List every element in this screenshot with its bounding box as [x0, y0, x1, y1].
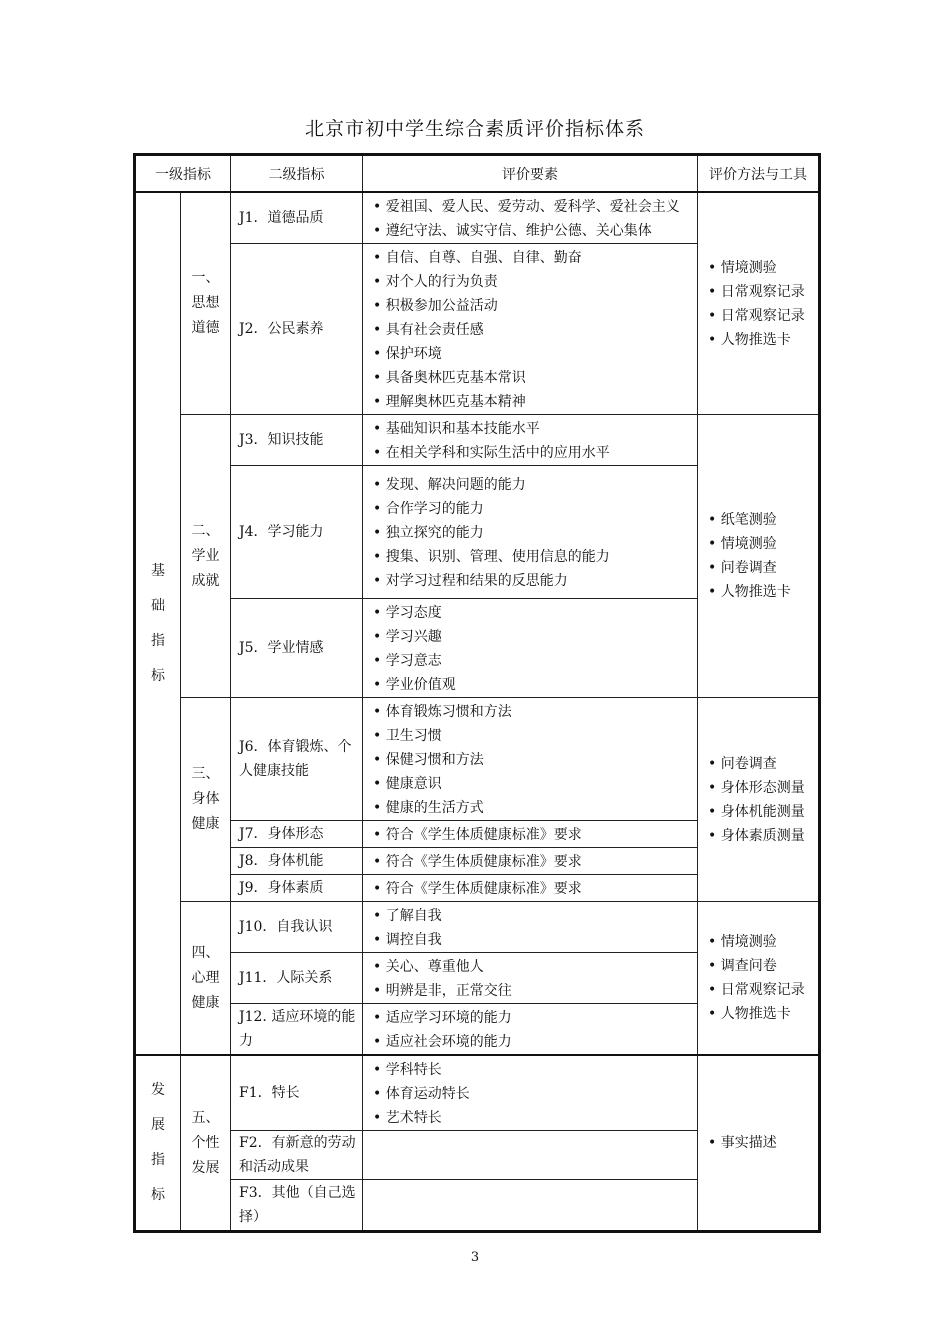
list-item: • 积极参加公益活动 [373, 294, 697, 318]
list-item: • 学业价值观 [373, 673, 697, 697]
methods-4 [698, 902, 820, 1056]
elements-J1 [363, 192, 698, 244]
dimension-4 [181, 902, 231, 1056]
list-item: • 学科特长 [373, 1058, 697, 1082]
header-elements: 评价要素 [363, 155, 698, 193]
list-item: • 体育运动特长 [373, 1082, 697, 1106]
list-item: • 调查问卷 [708, 954, 818, 978]
level1-char: 基 [151, 562, 165, 579]
list-item: • 具备奥林匹克基本常识 [373, 366, 697, 390]
indicator-J10: J10．自我认识 [231, 902, 363, 953]
list-item: • 事实描述 [708, 1131, 818, 1155]
methods-2 [698, 415, 820, 698]
list-item: • 体育锻炼习惯和方法 [373, 700, 697, 724]
dimension-text: 五、 [191, 1109, 220, 1126]
indicator-J5: J5．学业情感 [231, 599, 363, 698]
list-item: • 问卷调查 [708, 556, 818, 580]
elements-J2 [363, 244, 698, 415]
indicator-F3: F3．其他（自己选择） [231, 1180, 363, 1232]
list-item: • 了解自我 [373, 904, 697, 928]
list-item: • 人物推选卡 [708, 328, 818, 352]
dimension-text: 成就 [191, 572, 220, 589]
header-level1: 一级指标 [135, 155, 231, 193]
elements-F3 [363, 1180, 698, 1232]
elements-J7 [363, 821, 698, 848]
dimension-text: 四、 [191, 944, 220, 961]
list-item: • 具有社会责任感 [373, 318, 697, 342]
list-item: • 爱祖国、爱人民、爱劳动、爱科学、爱社会主义 [373, 195, 697, 219]
list-item: • 合作学习的能力 [373, 497, 697, 521]
level1-development [135, 1055, 181, 1232]
indicator-J2: J2．公民素养 [231, 244, 363, 415]
elements-J10 [363, 902, 698, 953]
level1-char: 指 [151, 632, 165, 649]
dimension-text: 学业 [191, 547, 220, 564]
evaluation-table [133, 153, 821, 1233]
indicator-J3: J3．知识技能 [231, 415, 363, 466]
indicator-F2: F2．有新意的劳动和活动成果 [231, 1131, 363, 1180]
list-item: • 问卷调查 [708, 752, 818, 776]
list-item: • 遵纪守法、诚实守信、维护公德、关心集体 [373, 219, 697, 243]
indicator-J6: J6．体育锻炼、个人健康技能 [231, 698, 363, 821]
dimension-text: 健康 [191, 994, 220, 1011]
list-item: • 适应社会环境的能力 [373, 1030, 697, 1054]
list-item: • 理解奥林匹克基本精神 [373, 390, 697, 414]
level1-char: 标 [151, 1187, 165, 1203]
list-item: • 明辨是非，正常交往 [373, 979, 697, 1003]
list-item: • 身体形态测量 [708, 776, 818, 800]
elements-F1 [363, 1055, 698, 1131]
dimension-text: 心理 [191, 969, 220, 986]
list-item: • 学习兴趣 [373, 625, 697, 649]
list-item: • 健康意识 [373, 772, 697, 796]
dimension-1 [181, 192, 231, 415]
indicator-J1: J1．道德品质 [231, 192, 363, 244]
indicator-J11: J11．人际关系 [231, 953, 363, 1004]
list-item: • 纸笔测验 [708, 508, 818, 532]
methods-3 [698, 698, 820, 902]
page-title: 北京市初中学生综合素质评价指标体系 [304, 118, 645, 140]
dimension-text: 身体 [191, 791, 220, 807]
dimension-text: 一、 [191, 270, 220, 286]
list-item: • 日常观察记录 [708, 978, 818, 1002]
elements-J3 [363, 415, 698, 466]
list-item: • 卫生习惯 [373, 724, 697, 748]
header-methods: 评价方法与工具 [698, 155, 820, 193]
dimension-text: 思想 [191, 295, 220, 311]
elements-J4 [363, 466, 698, 599]
header-level2: 二级指标 [231, 155, 363, 193]
level1-char: 标 [151, 667, 165, 684]
indicator-J7: J7．身体形态 [231, 821, 363, 848]
list-item: • 日常观察记录 [708, 280, 818, 304]
elements-J12 [363, 1004, 698, 1056]
indicator-J9: J9．身体素质 [231, 875, 363, 902]
indicator-J8: J8．身体机能 [231, 848, 363, 875]
elements-J11 [363, 953, 698, 1004]
list-item: • 情境测验 [708, 256, 818, 280]
list-item: • 在相关学科和实际生活中的应用水平 [373, 441, 697, 465]
list-item: • 日常观察记录 [708, 304, 818, 328]
elements-J9 [363, 875, 698, 902]
dimension-text: 发展 [191, 1159, 220, 1176]
dimension-2 [181, 415, 231, 698]
level1-char: 展 [151, 1117, 165, 1133]
list-item: • 身体机能测量 [708, 800, 818, 824]
elements-F2 [363, 1131, 698, 1180]
list-item: • 搜集、识别、管理、使用信息的能力 [373, 545, 697, 569]
list-item: • 学习意志 [373, 649, 697, 673]
list-item: • 适应学习环境的能力 [373, 1006, 697, 1030]
list-item: • 健康的生活方式 [373, 796, 697, 820]
list-item: • 发现、解决问题的能力 [373, 473, 697, 497]
list-item: • 独立探究的能力 [373, 521, 697, 545]
indicator-J4: J4．学习能力 [231, 466, 363, 599]
list-item: • 身体素质测量 [708, 824, 818, 848]
indicator-J12: J12. 适应环境的能力 [231, 1004, 363, 1056]
dimension-text: 二、 [191, 522, 220, 539]
level1-char: 发 [151, 1082, 165, 1098]
list-item: • 人物推选卡 [708, 580, 818, 604]
list-item: • 人物推选卡 [708, 1002, 818, 1026]
list-item: • 学习态度 [373, 601, 697, 625]
list-item: • 基础知识和基本技能水平 [373, 417, 697, 441]
dimension-text: 三、 [191, 766, 220, 782]
dimension-text: 健康 [191, 816, 220, 832]
page-number: 3 [470, 1250, 480, 1265]
list-item: • 对学习过程和结果的反思能力 [373, 569, 697, 593]
list-item: • 情境测验 [708, 930, 818, 954]
list-item: • 自信、自尊、自强、自律、勤奋 [373, 246, 697, 270]
list-item: • 对个人的行为负责 [373, 270, 697, 294]
level1-basic [135, 192, 181, 1055]
level1-char: 础 [151, 597, 165, 614]
elements-J5 [363, 599, 698, 698]
level1-char: 指 [151, 1152, 165, 1168]
list-item: • 艺术特长 [373, 1106, 697, 1130]
list-item: • 情境测验 [708, 532, 818, 556]
list-item: • 关心、尊重他人 [373, 955, 697, 979]
header-row [135, 155, 820, 193]
list-item: • 符合《学生体质健康标准》要求 [373, 877, 697, 901]
dimension-text: 道德 [191, 320, 220, 336]
elements-J8 [363, 848, 698, 875]
indicator-F1: F1．特长 [231, 1055, 363, 1131]
list-item: • 符合《学生体质健康标准》要求 [373, 823, 697, 847]
dimension-text: 个性 [191, 1134, 220, 1151]
methods-5 [698, 1055, 820, 1232]
list-item: • 调控自我 [373, 928, 697, 952]
list-item: • 符合《学生体质健康标准》要求 [373, 850, 697, 874]
dimension-3 [181, 698, 231, 902]
methods-1 [698, 192, 820, 415]
list-item: • 保健习惯和方法 [373, 748, 697, 772]
elements-J6 [363, 698, 698, 821]
dimension-5 [181, 1055, 231, 1232]
list-item: • 保护环境 [373, 342, 697, 366]
